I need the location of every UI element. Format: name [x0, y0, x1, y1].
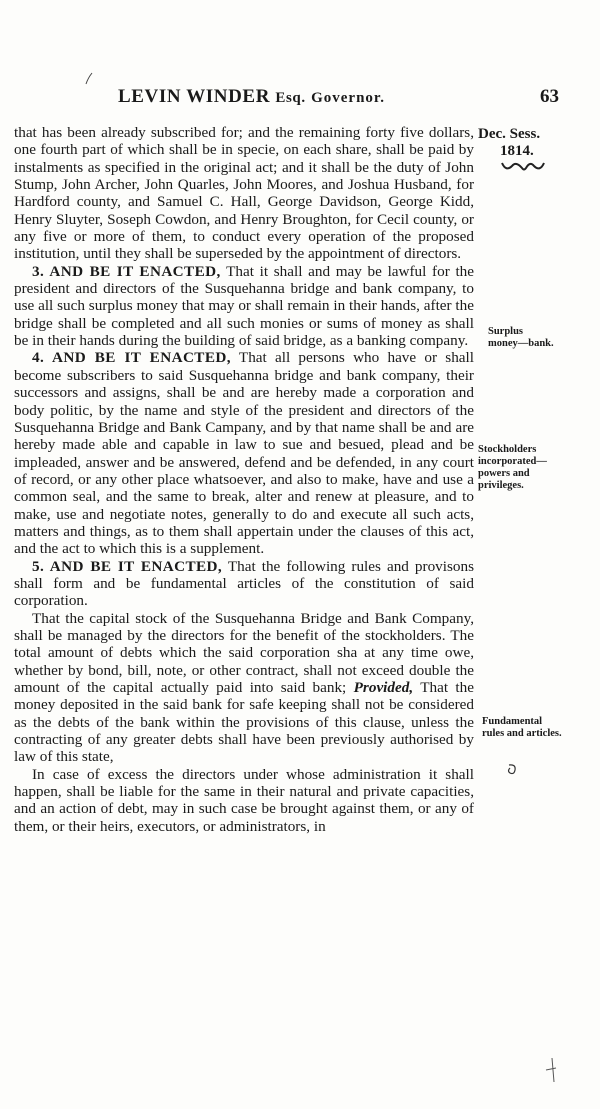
paragraph-subscription: that has been already subscribed for; and the remaining forty five dollars, one fourth part of which shall be in specie, on each share, shall be paid by instalments as specified in the original act; and it shall be the duty of John Stump, John Archer, John Quarles, John Moores, and Joshua Husband, for Hardford county, and Samuel C. Hall, George Davidson, George Kidd, Henry Sluyter, Soseph Cowdon, and Henry Broughton, for Cecil county, or any five or more of them, to conduct every operation of the proposed institution, until they shall be superseded by the appointment of directors.	[14, 124, 474, 263]
running-head	[0, 86, 600, 112]
section-5-text: That the following rules and provisons shall form and be fundamental articles of the constitution of said corporation.	[14, 557, 474, 610]
section-3-text: That it shall and may be lawful for the president and directors of the Susquehanna bridge and bank company, to use all such surplus money that may or shall remain in their hands, after the bridge shall be completed and all such monies or sums of money as shall be in their hands during the building of said bridge, as a banking company.	[14, 262, 474, 350]
section-3-heading: 3. AND BE IT ENACTED,	[32, 262, 221, 280]
ink-mark	[84, 72, 94, 86]
provided-word: Provided,	[353, 679, 414, 696]
title-governor: Governor.	[311, 90, 385, 106]
ink-mark	[506, 762, 518, 776]
session-date-note	[478, 126, 568, 160]
body-text	[14, 124, 474, 835]
section-5	[14, 558, 474, 610]
section-4-text: That all persons who have or shall become subscribers to said Susquehanna bridge and bank company, their successors and assigns, shall be and are hereby made a corporation and body politic, by the name and style of the president and directors of the Susquehanna Bridge and Bank Campany, and by that name shall be and are hereby made able and capable in law to sue and besued, plead and be impleaded, answer and be answered, defend and be defended, in any court of record, or any other place whatsoever, and also to make, have and use a common seal, and the same to break, alter and renew at pleasure, and to make, use and negotiate notes, generally to do and execute all such acts, matters and things, as to them shall appertain under the clauses of this act, and the act to which this is a supplement.	[14, 349, 474, 558]
paragraph-excess: In case of excess the directors under whose administration it shall happen, shall be liable for the same in their natural and private capacities, and an action of debt, may in such case be brought against them, or any of them, or their heirs, executors, or administrators, in	[14, 765, 474, 835]
section-3	[14, 263, 474, 350]
section-4-heading: 4. AND BE IT ENACTED,	[32, 349, 231, 367]
paragraph-capital-stock	[14, 610, 474, 766]
section-4	[14, 349, 474, 557]
ink-mark	[538, 1056, 560, 1086]
capital-stock-text: That the capital stock of the Susquehanna Bridge and Bank Company, shall be managed by the directors for the benefit of the stockholders. The total amount of debts which the said corporation sha at any time owe, whether by bond, bill, note, or other contract, shall not exceed double the amount of the capital actually paid into said bank;	[14, 609, 474, 696]
title-main: LEVIN WINDER	[118, 86, 271, 107]
capital-stock-text-2: That the money deposited in the said bank for safe keeping shall not be considered as the debts of the bank within the provisions of this clause, unless the contracting of any greater debts shall have been previously authorised by law of this state,	[14, 679, 474, 766]
brace-ornament	[500, 160, 546, 174]
section-5-heading: 5. AND BE IT ENACTED,	[32, 557, 223, 575]
margin-note-fundamental: Fundamental rules and articles.	[482, 716, 562, 739]
margin-note-surplus: Surplus money—bank.	[488, 326, 554, 349]
running-head-title	[118, 86, 385, 108]
page-number: 63	[540, 86, 559, 107]
title-esq: Esq.	[275, 90, 306, 106]
margin-note-stockholders: Stockholders incorporated—powers and privileges.	[478, 444, 547, 491]
session-year: 1814.	[500, 143, 534, 159]
session-label: Dec. Sess.	[478, 126, 541, 142]
